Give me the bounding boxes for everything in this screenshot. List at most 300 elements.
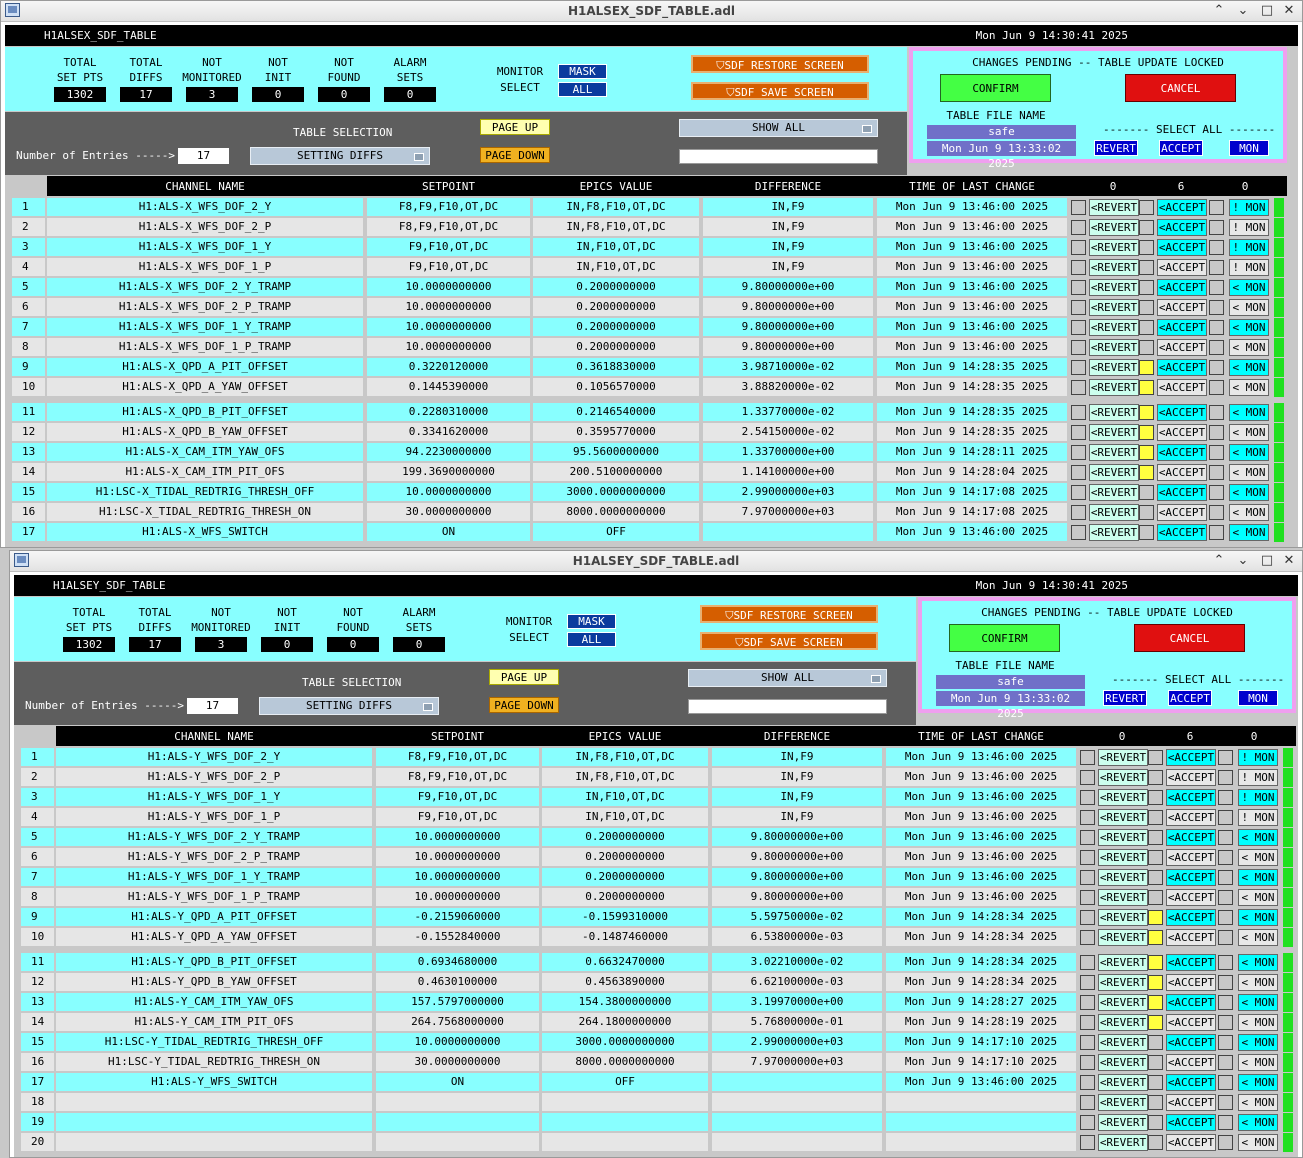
accept-button[interactable]: <ACCEPT: [1167, 871, 1215, 884]
revert-button[interactable]: <REVERT: [1090, 221, 1138, 234]
mon-button[interactable]: < MON: [1238, 974, 1278, 991]
mon-checkbox[interactable]: [1218, 1135, 1233, 1150]
maximize-icon[interactable]: ⌄: [1237, 3, 1249, 18]
mon-button[interactable]: < MON: [1229, 359, 1269, 376]
difference-cell: IN,F9: [712, 808, 882, 826]
mon-checkbox[interactable]: [1218, 1055, 1233, 1070]
page-up-button[interactable]: PAGE UP: [480, 119, 550, 135]
mon-button[interactable]: ! MON: [1238, 749, 1278, 766]
minimize-icon[interactable]: ⌃: [1213, 3, 1225, 18]
mon-button[interactable]: < MON: [1229, 404, 1269, 421]
accept-checkbox[interactable]: [1139, 240, 1154, 255]
mon-checkbox[interactable]: [1209, 300, 1224, 315]
accept-button[interactable]: <ACCEPT: [1167, 956, 1215, 969]
accept-button[interactable]: <ACCEPT: [1167, 1076, 1215, 1089]
revert-checkbox[interactable]: [1071, 525, 1086, 540]
table-row: [14, 1032, 1296, 1052]
revert-checkbox[interactable]: [1071, 505, 1086, 520]
revert-button[interactable]: <REVERT: [1090, 241, 1138, 254]
accept-checkbox[interactable]: [1139, 425, 1154, 440]
accept-checkbox[interactable]: [1139, 280, 1154, 295]
accept-checkbox[interactable]: [1148, 1015, 1163, 1030]
accept-checkbox[interactable]: [1148, 890, 1163, 905]
close-icon[interactable]: ✕: [1283, 553, 1295, 568]
revert-button[interactable]: <REVERT: [1090, 281, 1138, 294]
revert-checkbox[interactable]: [1080, 995, 1095, 1010]
restore-icon[interactable]: □: [1260, 553, 1274, 568]
mon-checkbox[interactable]: [1218, 790, 1233, 805]
accept-button[interactable]: <ACCEPT: [1167, 1016, 1215, 1029]
select-all-mon-button[interactable]: MON: [1238, 690, 1278, 706]
accept-button[interactable]: <ACCEPT: [1167, 1136, 1215, 1149]
revert-checkbox[interactable]: [1071, 280, 1086, 295]
revert-button[interactable]: <REVERT: [1099, 1116, 1147, 1129]
mon-button[interactable]: < MON: [1238, 869, 1278, 886]
mon-checkbox[interactable]: [1218, 830, 1233, 845]
revert-checkbox[interactable]: [1080, 910, 1095, 925]
accept-checkbox[interactable]: [1139, 360, 1154, 375]
revert-button[interactable]: <REVERT: [1099, 831, 1147, 844]
mon-checkbox[interactable]: [1209, 445, 1224, 460]
mon-checkbox[interactable]: [1209, 340, 1224, 355]
accept-button[interactable]: <ACCEPT: [1167, 771, 1215, 784]
mon-checkbox[interactable]: [1209, 525, 1224, 540]
stat-label: NOT INIT: [273, 606, 301, 634]
mon-checkbox[interactable]: [1218, 995, 1233, 1010]
mon-checkbox[interactable]: [1209, 280, 1224, 295]
difference-cell: IN,F9: [703, 238, 873, 256]
revert-button[interactable]: <REVERT: [1090, 201, 1138, 214]
revert-checkbox[interactable]: [1071, 445, 1086, 460]
setpoint-cell: 0.1445390000: [367, 378, 530, 396]
revert-checkbox[interactable]: [1071, 220, 1086, 235]
revert-button[interactable]: <REVERT: [1099, 891, 1147, 904]
setting-diffs-dropdown[interactable]: SETTING DIFFS: [250, 147, 430, 165]
mask-button[interactable]: MASK: [567, 614, 616, 629]
maximize-icon[interactable]: ⌄: [1237, 553, 1249, 568]
revert-checkbox[interactable]: [1071, 340, 1086, 355]
accept-checkbox[interactable]: [1139, 405, 1154, 420]
mon-button[interactable]: < MON: [1238, 1054, 1278, 1071]
accept-button[interactable]: <ACCEPT: [1158, 321, 1206, 334]
mon-checkbox[interactable]: [1209, 320, 1224, 335]
mon-button[interactable]: ! MON: [1238, 789, 1278, 806]
revert-checkbox[interactable]: [1080, 1055, 1095, 1070]
revert-checkbox[interactable]: [1080, 1035, 1095, 1050]
mon-checkbox[interactable]: [1218, 975, 1233, 990]
revert-checkbox[interactable]: [1071, 260, 1086, 275]
revert-button[interactable]: <REVERT: [1090, 466, 1138, 479]
accept-button[interactable]: <ACCEPT: [1167, 911, 1215, 924]
accept-checkbox[interactable]: [1148, 850, 1163, 865]
difference-cell: 7.97000000e+03: [703, 503, 873, 521]
time-of-last-change-cell: Mon Jun 9 14:28:34 2025: [886, 908, 1076, 926]
accept-checkbox[interactable]: [1139, 260, 1154, 275]
accept-checkbox[interactable]: [1139, 300, 1154, 315]
mon-button[interactable]: < MON: [1238, 994, 1278, 1011]
stat-value: 0: [261, 637, 313, 652]
revert-button[interactable]: <REVERT: [1090, 341, 1138, 354]
sdf-restore-screen-button[interactable]: ⛉SDF RESTORE SCREEN: [700, 605, 878, 623]
accept-button[interactable]: <ACCEPT: [1167, 1056, 1215, 1069]
header-difference: DIFFERENCE: [763, 730, 831, 743]
accept-button[interactable]: <ACCEPT: [1158, 466, 1206, 479]
accept-button[interactable]: <ACCEPT: [1167, 1036, 1215, 1049]
mon-checkbox[interactable]: [1218, 750, 1233, 765]
accept-button[interactable]: <ACCEPT: [1167, 891, 1215, 904]
revert-checkbox[interactable]: [1080, 975, 1095, 990]
accept-checkbox[interactable]: [1139, 465, 1154, 480]
revert-button[interactable]: <REVERT: [1099, 1076, 1147, 1089]
mon-button[interactable]: < MON: [1229, 504, 1269, 521]
close-icon[interactable]: ✕: [1283, 3, 1295, 18]
accept-button[interactable]: <ACCEPT: [1167, 1116, 1215, 1129]
mon-checkbox[interactable]: [1218, 1075, 1233, 1090]
accept-checkbox[interactable]: [1148, 830, 1163, 845]
mon-checkbox[interactable]: [1218, 770, 1233, 785]
mon-button[interactable]: < MON: [1238, 909, 1278, 926]
accept-button[interactable]: <ACCEPT: [1167, 976, 1215, 989]
setpoint-cell: 10.0000000000: [376, 1033, 539, 1051]
revert-button[interactable]: <REVERT: [1099, 1096, 1147, 1109]
revert-checkbox[interactable]: [1080, 1115, 1095, 1130]
mon-button[interactable]: < MON: [1238, 1074, 1278, 1091]
revert-checkbox[interactable]: [1080, 830, 1095, 845]
accept-button[interactable]: <ACCEPT: [1158, 486, 1206, 499]
revert-checkbox[interactable]: [1071, 360, 1086, 375]
accept-button[interactable]: <ACCEPT: [1158, 221, 1206, 234]
accept-button[interactable]: <ACCEPT: [1158, 526, 1206, 539]
all-button[interactable]: ALL: [558, 82, 607, 97]
accept-button[interactable]: <ACCEPT: [1167, 851, 1215, 864]
revert-checkbox[interactable]: [1080, 850, 1095, 865]
revert-button[interactable]: <REVERT: [1090, 506, 1138, 519]
mon-button[interactable]: ! MON: [1229, 259, 1269, 276]
revert-checkbox[interactable]: [1071, 300, 1086, 315]
mon-checkbox[interactable]: [1209, 220, 1224, 235]
select-all-mon-button[interactable]: MON: [1229, 140, 1269, 156]
revert-button[interactable]: <REVERT: [1099, 771, 1147, 784]
mon-button[interactable]: < MON: [1238, 1094, 1278, 1111]
cancel-button[interactable]: CANCEL: [1125, 74, 1236, 102]
header-time-of-last-change: TIME OF LAST CHANGE: [909, 180, 1035, 193]
accept-button[interactable]: <ACCEPT: [1158, 381, 1206, 394]
mon-checkbox[interactable]: [1209, 380, 1224, 395]
mon-checkbox[interactable]: [1218, 850, 1233, 865]
mon-button[interactable]: < MON: [1229, 319, 1269, 336]
revert-checkbox[interactable]: [1071, 485, 1086, 500]
mon-button[interactable]: < MON: [1238, 1034, 1278, 1051]
filter-input[interactable]: [679, 149, 878, 164]
revert-button[interactable]: <REVERT: [1090, 446, 1138, 459]
stat-block: [177, 55, 247, 102]
mon-checkbox[interactable]: [1209, 505, 1224, 520]
table-row: [14, 847, 1296, 867]
stat-block: [375, 55, 445, 102]
changes-pending-panel: [909, 47, 1287, 170]
setting-diffs-dropdown[interactable]: SETTING DIFFS: [259, 697, 439, 715]
filter-input[interactable]: [688, 699, 887, 714]
mon-button[interactable]: < MON: [1229, 379, 1269, 396]
mon-button[interactable]: < MON: [1229, 464, 1269, 481]
mon-button[interactable]: < MON: [1238, 1134, 1278, 1151]
mon-button[interactable]: ! MON: [1229, 219, 1269, 236]
setpoint-cell: 199.3690000000: [367, 463, 530, 481]
accept-checkbox[interactable]: [1139, 320, 1154, 335]
revert-checkbox[interactable]: [1080, 810, 1095, 825]
accept-button[interactable]: <ACCEPT: [1158, 341, 1206, 354]
setpoint-cell: 0.2280310000: [367, 403, 530, 421]
revert-checkbox[interactable]: [1080, 770, 1095, 785]
accept-checkbox[interactable]: [1148, 910, 1163, 925]
accept-button[interactable]: <ACCEPT: [1167, 996, 1215, 1009]
mon-button[interactable]: < MON: [1229, 299, 1269, 316]
revert-button[interactable]: <REVERT: [1099, 911, 1147, 924]
accept-button[interactable]: <ACCEPT: [1158, 506, 1206, 519]
revert-button[interactable]: <REVERT: [1090, 301, 1138, 314]
revert-checkbox[interactable]: [1080, 1135, 1095, 1150]
select-all-revert-button[interactable]: REVERT: [1094, 140, 1138, 156]
accept-checkbox[interactable]: [1139, 220, 1154, 235]
epics-value-cell: -0.1599310000: [542, 908, 708, 926]
accept-checkbox[interactable]: [1148, 1035, 1163, 1050]
page-down-button[interactable]: PAGE DOWN: [480, 147, 550, 163]
accept-button[interactable]: <ACCEPT: [1167, 791, 1215, 804]
mon-checkbox[interactable]: [1209, 360, 1224, 375]
epics-value-cell: IN,F10,OT,DC: [542, 788, 708, 806]
accept-checkbox[interactable]: [1148, 1075, 1163, 1090]
accept-checkbox[interactable]: [1148, 750, 1163, 765]
mon-checkbox[interactable]: [1209, 260, 1224, 275]
select-all-accept-button[interactable]: ACCEPT: [1168, 690, 1212, 706]
mon-button[interactable]: < MON: [1229, 424, 1269, 441]
confirm-button[interactable]: CONFIRM: [949, 624, 1060, 652]
accept-checkbox[interactable]: [1139, 200, 1154, 215]
accept-button[interactable]: <ACCEPT: [1167, 751, 1215, 764]
revert-button[interactable]: <REVERT: [1090, 361, 1138, 374]
mon-checkbox[interactable]: [1218, 1115, 1233, 1130]
channel-name-cell: H1:ALS-Y_QPD_B_YAW_OFFSET: [56, 973, 372, 991]
mon-button[interactable]: ! MON: [1229, 199, 1269, 216]
sdf-save-screen-button[interactable]: ⛉SDF SAVE SCREEN: [700, 632, 878, 650]
table-file-date: Mon Jun 9 13:33:02 2025: [927, 141, 1076, 156]
revert-button[interactable]: <REVERT: [1090, 426, 1138, 439]
mon-button[interactable]: < MON: [1238, 849, 1278, 866]
page-up-button[interactable]: PAGE UP: [489, 669, 559, 685]
mon-checkbox[interactable]: [1209, 485, 1224, 500]
revert-button[interactable]: <REVERT: [1090, 381, 1138, 394]
accept-button[interactable]: <ACCEPT: [1167, 931, 1215, 944]
revert-button[interactable]: <REVERT: [1099, 996, 1147, 1009]
revert-checkbox[interactable]: [1071, 200, 1086, 215]
mon-button[interactable]: < MON: [1238, 954, 1278, 971]
stats-panel: [5, 47, 907, 111]
accept-button[interactable]: <ACCEPT: [1167, 811, 1215, 824]
mon-button[interactable]: < MON: [1229, 444, 1269, 461]
channel-name-cell: H1:ALS-Y_CAM_ITM_PIT_OFS: [56, 1013, 372, 1031]
epics-value-cell: OFF: [533, 523, 699, 541]
select-all-accept-button[interactable]: ACCEPT: [1159, 140, 1203, 156]
mon-checkbox[interactable]: [1209, 425, 1224, 440]
restore-icon[interactable]: □: [1260, 3, 1274, 18]
accept-checkbox[interactable]: [1148, 955, 1163, 970]
mon-button[interactable]: < MON: [1238, 929, 1278, 946]
table-row: [5, 502, 1287, 522]
accept-checkbox[interactable]: [1148, 930, 1163, 945]
mon-checkbox[interactable]: [1209, 405, 1224, 420]
revert-button[interactable]: <REVERT: [1099, 1056, 1147, 1069]
revert-button[interactable]: <REVERT: [1099, 956, 1147, 969]
revert-checkbox[interactable]: [1071, 380, 1086, 395]
revert-button[interactable]: <REVERT: [1099, 851, 1147, 864]
mon-checkbox[interactable]: [1209, 465, 1224, 480]
accept-button[interactable]: <ACCEPT: [1158, 361, 1206, 374]
revert-checkbox[interactable]: [1071, 405, 1086, 420]
revert-button[interactable]: <REVERT: [1099, 1136, 1147, 1149]
accept-button[interactable]: <ACCEPT: [1158, 426, 1206, 439]
revert-button[interactable]: <REVERT: [1090, 406, 1138, 419]
revert-button[interactable]: <REVERT: [1090, 486, 1138, 499]
accept-checkbox[interactable]: [1148, 1115, 1163, 1130]
mon-button[interactable]: < MON: [1229, 484, 1269, 501]
revert-button[interactable]: <REVERT: [1099, 931, 1147, 944]
show-all-dropdown[interactable]: SHOW ALL: [688, 669, 887, 687]
mon-checkbox[interactable]: [1218, 930, 1233, 945]
header-bar: [5, 25, 1298, 46]
medm-canvas: [5, 25, 1298, 547]
accept-checkbox[interactable]: [1139, 445, 1154, 460]
stat-value: 0: [393, 637, 445, 652]
accept-button[interactable]: <ACCEPT: [1158, 406, 1206, 419]
revert-checkbox[interactable]: [1080, 955, 1095, 970]
monitor-select-label: MONITOR SELECT: [505, 615, 553, 644]
accept-button[interactable]: <ACCEPT: [1158, 201, 1206, 214]
row-number: 14: [12, 463, 45, 481]
mon-checkbox[interactable]: [1218, 1015, 1233, 1030]
revert-button[interactable]: <REVERT: [1099, 751, 1147, 764]
accept-button[interactable]: <ACCEPT: [1167, 1096, 1215, 1109]
revert-button[interactable]: <REVERT: [1099, 1036, 1147, 1049]
revert-checkbox[interactable]: [1071, 425, 1086, 440]
accept-button[interactable]: <ACCEPT: [1158, 446, 1206, 459]
all-button[interactable]: ALL: [567, 632, 616, 647]
accept-checkbox[interactable]: [1148, 810, 1163, 825]
revert-button[interactable]: <REVERT: [1099, 976, 1147, 989]
mon-button[interactable]: < MON: [1229, 339, 1269, 356]
revert-checkbox[interactable]: [1071, 240, 1086, 255]
revert-checkbox[interactable]: [1080, 1015, 1095, 1030]
revert-checkbox[interactable]: [1080, 750, 1095, 765]
mon-button[interactable]: < MON: [1229, 279, 1269, 296]
difference-cell: 3.88820000e-02: [703, 378, 873, 396]
accept-checkbox[interactable]: [1148, 975, 1163, 990]
accept-checkbox[interactable]: [1148, 1095, 1163, 1110]
accept-checkbox[interactable]: [1148, 995, 1163, 1010]
mon-checkbox[interactable]: [1209, 200, 1224, 215]
revert-button[interactable]: <REVERT: [1090, 261, 1138, 274]
accept-checkbox[interactable]: [1139, 525, 1154, 540]
mon-checkbox[interactable]: [1218, 1035, 1233, 1050]
epics-value-cell: 0.2000000000: [533, 318, 699, 336]
mon-checkbox[interactable]: [1218, 870, 1233, 885]
confirm-button[interactable]: CONFIRM: [940, 74, 1051, 102]
mask-button[interactable]: MASK: [558, 64, 607, 79]
mon-button[interactable]: < MON: [1238, 1114, 1278, 1131]
mon-button[interactable]: < MON: [1229, 524, 1269, 541]
revert-checkbox[interactable]: [1071, 465, 1086, 480]
table-row: [14, 1132, 1296, 1152]
accept-checkbox[interactable]: [1148, 770, 1163, 785]
row-number: 9: [21, 908, 54, 926]
mon-checkbox[interactable]: [1218, 890, 1233, 905]
accept-checkbox[interactable]: [1148, 1135, 1163, 1150]
revert-button[interactable]: <REVERT: [1090, 321, 1138, 334]
accept-checkbox[interactable]: [1139, 485, 1154, 500]
mon-button[interactable]: ! MON: [1238, 809, 1278, 826]
difference-cell: 1.33700000e+00: [703, 443, 873, 461]
row-number: 6: [21, 848, 54, 866]
minimize-icon[interactable]: ⌃: [1213, 553, 1225, 568]
mon-button[interactable]: ! MON: [1229, 239, 1269, 256]
revert-checkbox[interactable]: [1080, 1075, 1095, 1090]
mon-checkbox[interactable]: [1209, 240, 1224, 255]
revert-button[interactable]: <REVERT: [1099, 871, 1147, 884]
mon-button[interactable]: < MON: [1238, 1014, 1278, 1031]
accept-checkbox[interactable]: [1139, 505, 1154, 520]
accept-button[interactable]: <ACCEPT: [1158, 301, 1206, 314]
stat-value: 0: [252, 87, 304, 102]
mon-button[interactable]: < MON: [1238, 829, 1278, 846]
accept-button[interactable]: <ACCEPT: [1158, 261, 1206, 274]
difference-cell: [703, 523, 873, 541]
show-all-dropdown[interactable]: SHOW ALL: [679, 119, 878, 137]
accept-button[interactable]: <ACCEPT: [1158, 281, 1206, 294]
revert-checkbox[interactable]: [1080, 870, 1095, 885]
accept-button[interactable]: <ACCEPT: [1158, 241, 1206, 254]
page-down-button[interactable]: PAGE DOWN: [489, 697, 559, 713]
revert-button[interactable]: <REVERT: [1090, 526, 1138, 539]
cancel-button[interactable]: CANCEL: [1134, 624, 1245, 652]
time-of-last-change-cell: Mon Jun 9 13:46:00 2025: [877, 198, 1067, 216]
accept-checkbox[interactable]: [1139, 380, 1154, 395]
revert-checkbox[interactable]: [1080, 930, 1095, 945]
accept-checkbox[interactable]: [1139, 340, 1154, 355]
sdf-restore-screen-button[interactable]: ⛉SDF RESTORE SCREEN: [691, 55, 869, 73]
mon-button[interactable]: ! MON: [1238, 769, 1278, 786]
mon-button[interactable]: < MON: [1238, 889, 1278, 906]
table-row: [14, 767, 1296, 787]
revert-button[interactable]: <REVERT: [1099, 1016, 1147, 1029]
accept-checkbox[interactable]: [1148, 790, 1163, 805]
difference-cell: 3.19970000e+00: [712, 993, 882, 1011]
accept-checkbox[interactable]: [1148, 870, 1163, 885]
revert-checkbox[interactable]: [1080, 890, 1095, 905]
accept-button[interactable]: <ACCEPT: [1167, 831, 1215, 844]
sdf-save-screen-button[interactable]: ⛉SDF SAVE SCREEN: [691, 82, 869, 100]
revert-checkbox[interactable]: [1080, 1095, 1095, 1110]
accept-checkbox[interactable]: [1148, 1055, 1163, 1070]
mon-checkbox[interactable]: [1218, 810, 1233, 825]
revert-checkbox[interactable]: [1080, 790, 1095, 805]
mon-checkbox[interactable]: [1218, 1095, 1233, 1110]
revert-button[interactable]: <REVERT: [1099, 811, 1147, 824]
mon-checkbox[interactable]: [1218, 955, 1233, 970]
select-all-revert-button[interactable]: REVERT: [1103, 690, 1147, 706]
table-row: [5, 442, 1287, 462]
revert-button[interactable]: <REVERT: [1099, 791, 1147, 804]
mon-checkbox[interactable]: [1218, 910, 1233, 925]
revert-checkbox[interactable]: [1071, 320, 1086, 335]
